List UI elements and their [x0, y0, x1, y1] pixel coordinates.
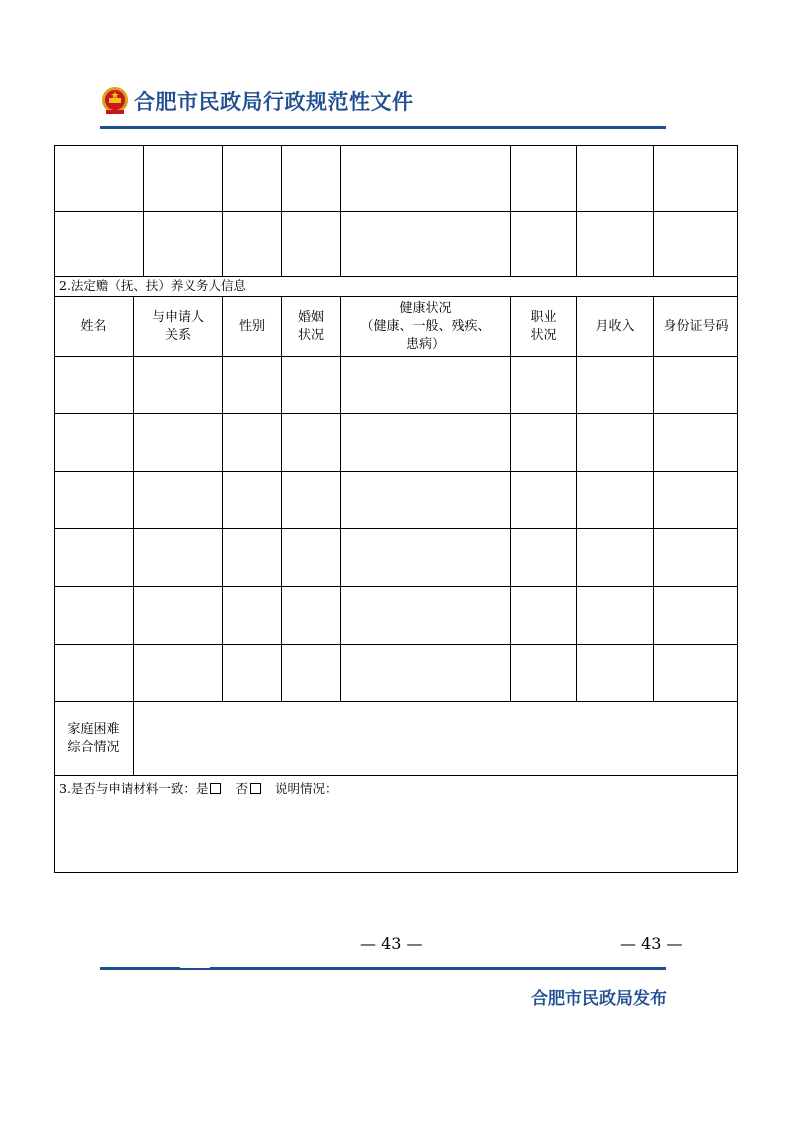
page-number-left: — 43 — [360, 934, 423, 953]
no-checkbox[interactable] [250, 783, 261, 794]
column-header-marital-status: 婚姻 状况 [297, 309, 324, 343]
section-3-question: 3.是否与申请材料一致： [59, 781, 196, 796]
column-header-occupation: 职业 状况 [530, 309, 557, 343]
remark-label: 说明情况： [274, 781, 338, 796]
page-number-right: — 43 — [620, 934, 683, 953]
yes-label: 是 [195, 781, 209, 796]
section-2-title: 2.法定赡（抚、扶）养义务人信息 [59, 278, 246, 293]
table-grid [54, 145, 738, 873]
yes-checkbox[interactable] [210, 783, 221, 794]
publisher-label: 合肥市民政局发布 [531, 989, 667, 1009]
form-table [54, 145, 738, 873]
column-header-relationship: 与申请人 关系 [151, 309, 204, 343]
national-emblem-icon [100, 86, 130, 116]
family-difficulty-label: 家庭困难 综合情况 [67, 721, 120, 755]
header-title: 合肥市民政局行政规范性文件 [134, 90, 414, 114]
header-rule [100, 126, 666, 129]
footer-rule [100, 967, 666, 970]
column-header-gender: 性别 [238, 318, 265, 334]
no-label: 否 [235, 781, 248, 796]
column-header-name: 姓名 [80, 318, 107, 334]
column-header-monthly-income: 月收入 [595, 318, 635, 334]
column-header-id-number: 身份证号码 [663, 318, 729, 334]
column-header-health-status: 健康状况 （健康、一般、残疾、 患病） [360, 300, 491, 352]
document-header [100, 84, 414, 118]
section-3-title [54, 781, 743, 797]
